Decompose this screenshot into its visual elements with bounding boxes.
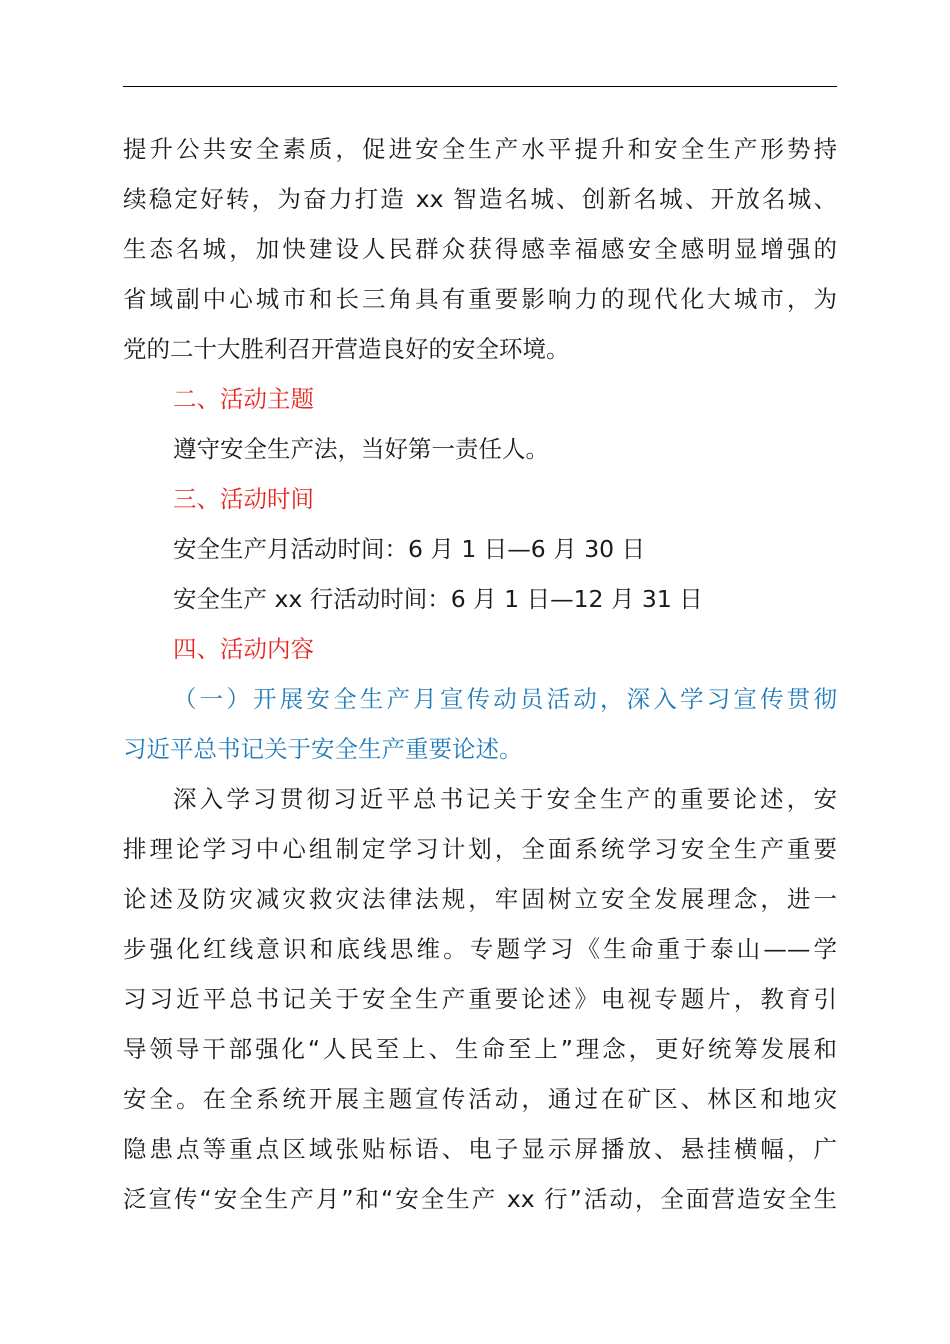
paragraph-line: 习习近平总书记关于安全生产重要论述》电视专题片，教育引 <box>123 985 837 1013</box>
header-rule <box>123 86 837 87</box>
document-page <box>123 0 837 1344</box>
paragraph-line: 排理论学习中心组制定学习计划，全面系统学习安全生产重要 <box>123 835 837 863</box>
section-heading: 三、活动时间 <box>173 485 314 513</box>
paragraph-line: 提升公共安全素质，促进安全生产水平提升和安全生产形势持 <box>123 135 837 163</box>
section-heading: 四、活动内容 <box>173 635 314 663</box>
document-body <box>123 124 837 1224</box>
paragraph-line: 生态名城，加快建设人民群众获得感幸福感安全感明显增强的 <box>123 235 837 263</box>
paragraph-line: 安全生产月活动时间：6 月 1 日—6 月 30 日 <box>173 535 646 563</box>
subsection-heading-line: （一）开展安全生产月宣传动员活动，深入学习宣传贯彻 <box>173 685 837 713</box>
subsection-heading-line: 习近平总书记关于安全生产重要论述。 <box>123 735 523 763</box>
paragraph-line: 遵守安全生产法，当好第一责任人。 <box>173 435 549 463</box>
paragraph-line: 续稳定好转，为奋力打造 xx 智造名城、创新名城、开放名城、 <box>123 185 837 213</box>
paragraph-line: 省域副中心城市和长三角具有重要影响力的现代化大城市，为 <box>123 285 837 313</box>
paragraph-line: 泛宣传“安全生产月”和“安全生产 xx 行”活动，全面营造安全生 <box>123 1185 837 1213</box>
paragraph-line: 导领导干部强化“人民至上、生命至上”理念，更好统筹发展和 <box>123 1035 837 1063</box>
paragraph-line: 安全。在全系统开展主题宣传活动，通过在矿区、林区和地灾 <box>123 1085 837 1113</box>
paragraph-line: 党的二十大胜利召开营造良好的安全环境。 <box>123 335 570 363</box>
paragraph-line: 深入学习贯彻习近平总书记关于安全生产的重要论述，安 <box>173 785 837 813</box>
paragraph-line: 步强化红线意识和底线思维。专题学习《生命重于泰山——学 <box>123 935 837 963</box>
paragraph-line: 安全生产 xx 行活动时间：6 月 1 日—12 月 31 日 <box>173 585 703 613</box>
paragraph-line: 隐患点等重点区域张贴标语、电子显示屏播放、悬挂横幅，广 <box>123 1135 837 1163</box>
section-heading: 二、活动主题 <box>173 385 314 413</box>
paragraph-line: 论述及防灾减灾救灾法律法规，牢固树立安全发展理念，进一 <box>123 885 837 913</box>
